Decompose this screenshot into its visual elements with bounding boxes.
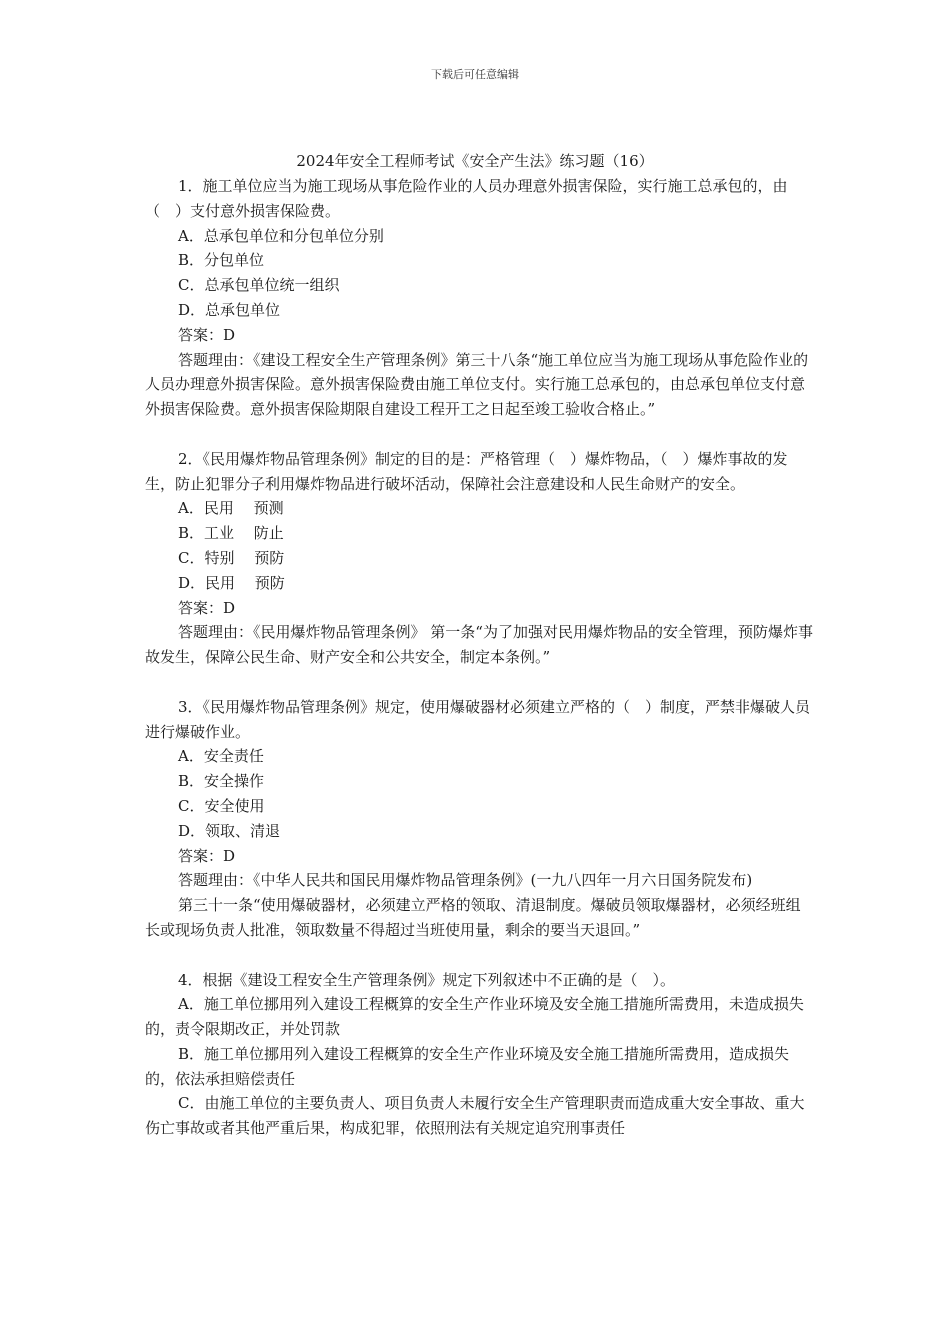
- question-2-option-b: B．工业 防止: [178, 524, 284, 543]
- question-3-stem: 3．《民用爆炸物品管理条例》规定，使用爆破器材必须建立严格的（ ）制度，严禁非爆破人员进行爆破作业。: [145, 697, 811, 741]
- question-2-answer: 答案：D: [178, 598, 236, 617]
- question-1-answer: 答案：D: [178, 325, 236, 344]
- document-title: 2024年安全工程师考试《安全产生法》练习题（16）: [296, 152, 654, 170]
- question-2-explanation: 答题理由：《民用爆炸物品管理条例》 第一条“为了加强对民用爆炸物品的安全管理，预防爆炸事故发生，保障公民生命、财产安全和公共安全，制定本条例。”: [145, 623, 813, 667]
- question-3-explanation: 答题理由：《中华人民共和国民用爆炸物品管理条例》(一九八四年一月六日国务院发布): [178, 871, 753, 890]
- question-4-option-a: A．施工单位挪用列入建设工程概算的安全生产作业环境及安全施工措施所需费用，未造成损失的，责令限期改正，并处罚款: [145, 995, 804, 1039]
- question-4-option-c: C．由施工单位的主要负责人、项目负责人未履行安全生产管理职责而造成重大安全事故、重大伤亡事故或者其他严重后果，构成犯罪，依照刑法有关规定追究刑事责任: [145, 1094, 805, 1138]
- question-2-stem: 2．《民用爆炸物品管理条例》制定的目的是：严格管理（ ）爆炸物品，（ ）爆炸事故的发生，防止犯罪分子利用爆炸物品进行破坏活动，保障社会注意建设和人民生命财产的安全。: [145, 449, 788, 493]
- question-3-option-c: C．安全使用: [178, 796, 265, 815]
- spacer: [145, 422, 815, 447]
- spacer: [145, 670, 815, 695]
- question-1-option-c: C．总承包单位统一组织: [178, 276, 340, 295]
- question-1-option-b: B．分包单位: [178, 251, 265, 270]
- spacer: [145, 943, 815, 968]
- question-2-option-c: C．特别 预防: [178, 548, 285, 567]
- question-1-option-a: A．总承包单位和分包单位分别: [178, 226, 384, 245]
- question-3-answer: 答案：D: [178, 846, 236, 865]
- question-2-option-a: A．民用 预测: [178, 499, 284, 518]
- page-header: 下载后可任意编辑: [431, 68, 519, 81]
- question-1-stem: 1．施工单位应当为施工现场从事危险作业的人员办理意外损害保险，实行施工总承包的，由（ ）支付意外损害保险费。: [145, 177, 788, 220]
- document-body: [145, 174, 815, 1141]
- question-3-option-b: B．安全操作: [178, 772, 265, 791]
- question-4-option-b: B．施工单位挪用列入建设工程概算的安全生产作业环境及安全施工措施所需费用，造成损失的，依法承担赔偿责任: [145, 1044, 790, 1088]
- question-4-stem: 4．根据《建设工程安全生产管理条例》规定下列叙述中不正确的是（ ）。: [178, 970, 676, 989]
- question-3-explanation-cont: 第三十一条“使用爆破器材，必须建立严格的领取、清退制度。爆破员领取爆器材，必须经班组长或现场负责人批准，领取数量不得超过当班使用量，剩余的要当天退回。”: [145, 896, 801, 939]
- question-2-option-d: D．民用 预防: [178, 573, 285, 592]
- question-3-option-d: D．领取、清退: [178, 821, 281, 840]
- question-1-explanation: 答题理由：《建设工程安全生产管理条例》第三十八条“施工单位应当为施工现场从事危险作业的人员办理意外损害保险。意外损害保险费由施工单位支付。实行施工总承包的，由总承包单位支付意外损害保险费。意外损害保险期限自建设工程开工之日起至竣工验收合格止。”: [145, 350, 809, 419]
- question-3-option-a: A．安全责任: [178, 747, 264, 766]
- question-1-option-d: D．总承包单位: [178, 300, 281, 319]
